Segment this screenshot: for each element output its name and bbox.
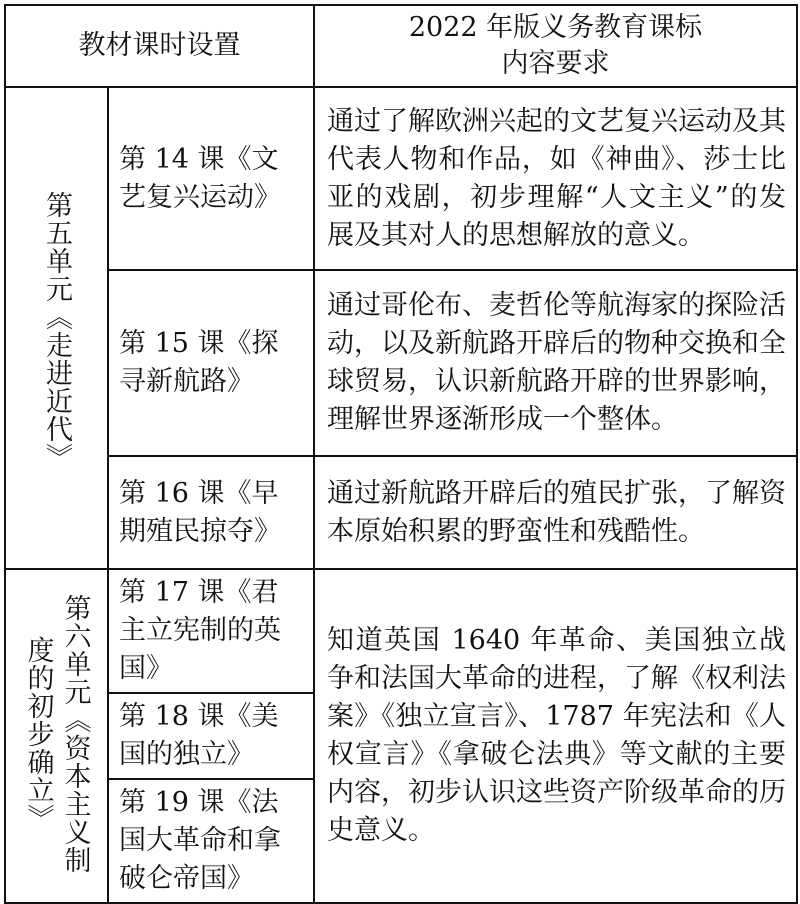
lesson-16-title: 第 16 课《早期殖民掠夺》	[119, 477, 281, 547]
unit-6-title: 第六单元《资本主义制度的初步确立》	[22, 594, 91, 874]
table-row	[5, 456, 797, 569]
lesson-17-cell	[108, 569, 314, 693]
lesson-16-requirement-text: 通过新航路开辟后的殖民扩张，了解资本原始积累的野蛮性和残酷性。	[327, 477, 786, 547]
lesson-15-requirement	[314, 270, 797, 456]
lesson-18-title: 第 18 课《美国的独立》	[119, 701, 279, 770]
lesson-14-requirement-text: 通过了解欧洲兴起的文艺复兴运动及其代表人物和作品，如《神曲》、莎士比亚的戏剧，初步理解“人文主义”的发展及其对人的思想解放的意义。	[327, 105, 786, 251]
header-row	[5, 5, 797, 87]
unit-6-requirement-text: 知道英国 1640 年革命、美国独立战争和法国大革命的进程，了解《权利法案》《独立宣言》、1787 年宪法和《人权宣言》《拿破仑法典》等文献的主要内容，初步认识这些资产阶级革命的历史意义。	[327, 625, 786, 846]
table-row	[5, 87, 797, 270]
lesson-15-cell	[108, 270, 314, 456]
unit-6-requirement	[314, 569, 797, 903]
unit-5-title: 第五单元《走进近代》	[41, 191, 72, 471]
lesson-18-cell	[108, 693, 314, 779]
lesson-14-cell	[108, 87, 314, 270]
header-standard-line2: 内容要求	[501, 48, 610, 79]
lesson-15-requirement-text: 通过哥伦布、麦哲伦等航海家的探险活动，以及新航路开辟后的物种交换和全球贸易，认识新航路开辟的世界影响，理解世界逐渐形成一个整体。	[327, 290, 786, 435]
header-standard-requirement	[314, 5, 797, 87]
table-row	[5, 270, 797, 456]
lesson-19-title: 第 19 课《法国大革命和拿破仑帝国》	[119, 787, 281, 894]
lesson-14-requirement	[314, 87, 797, 270]
lesson-16-requirement	[314, 456, 797, 569]
unit-5-cell	[5, 87, 108, 569]
lesson-14-title: 第 14 课《文艺复兴运动》	[119, 143, 281, 213]
header-lesson-setting	[5, 5, 314, 87]
lesson-19-cell	[108, 779, 314, 903]
curriculum-table	[4, 4, 798, 904]
header-lesson-setting-text: 教材课时设置	[78, 30, 241, 61]
header-standard-line1: 2022 年版义务教育课标	[408, 12, 703, 43]
table-row	[5, 569, 797, 693]
lesson-15-title: 第 15 课《探寻新航路》	[119, 328, 279, 397]
lesson-16-cell	[108, 456, 314, 569]
lesson-17-title: 第 17 课《君主立宪制的英国》	[119, 577, 281, 684]
unit-6-cell	[5, 569, 108, 903]
